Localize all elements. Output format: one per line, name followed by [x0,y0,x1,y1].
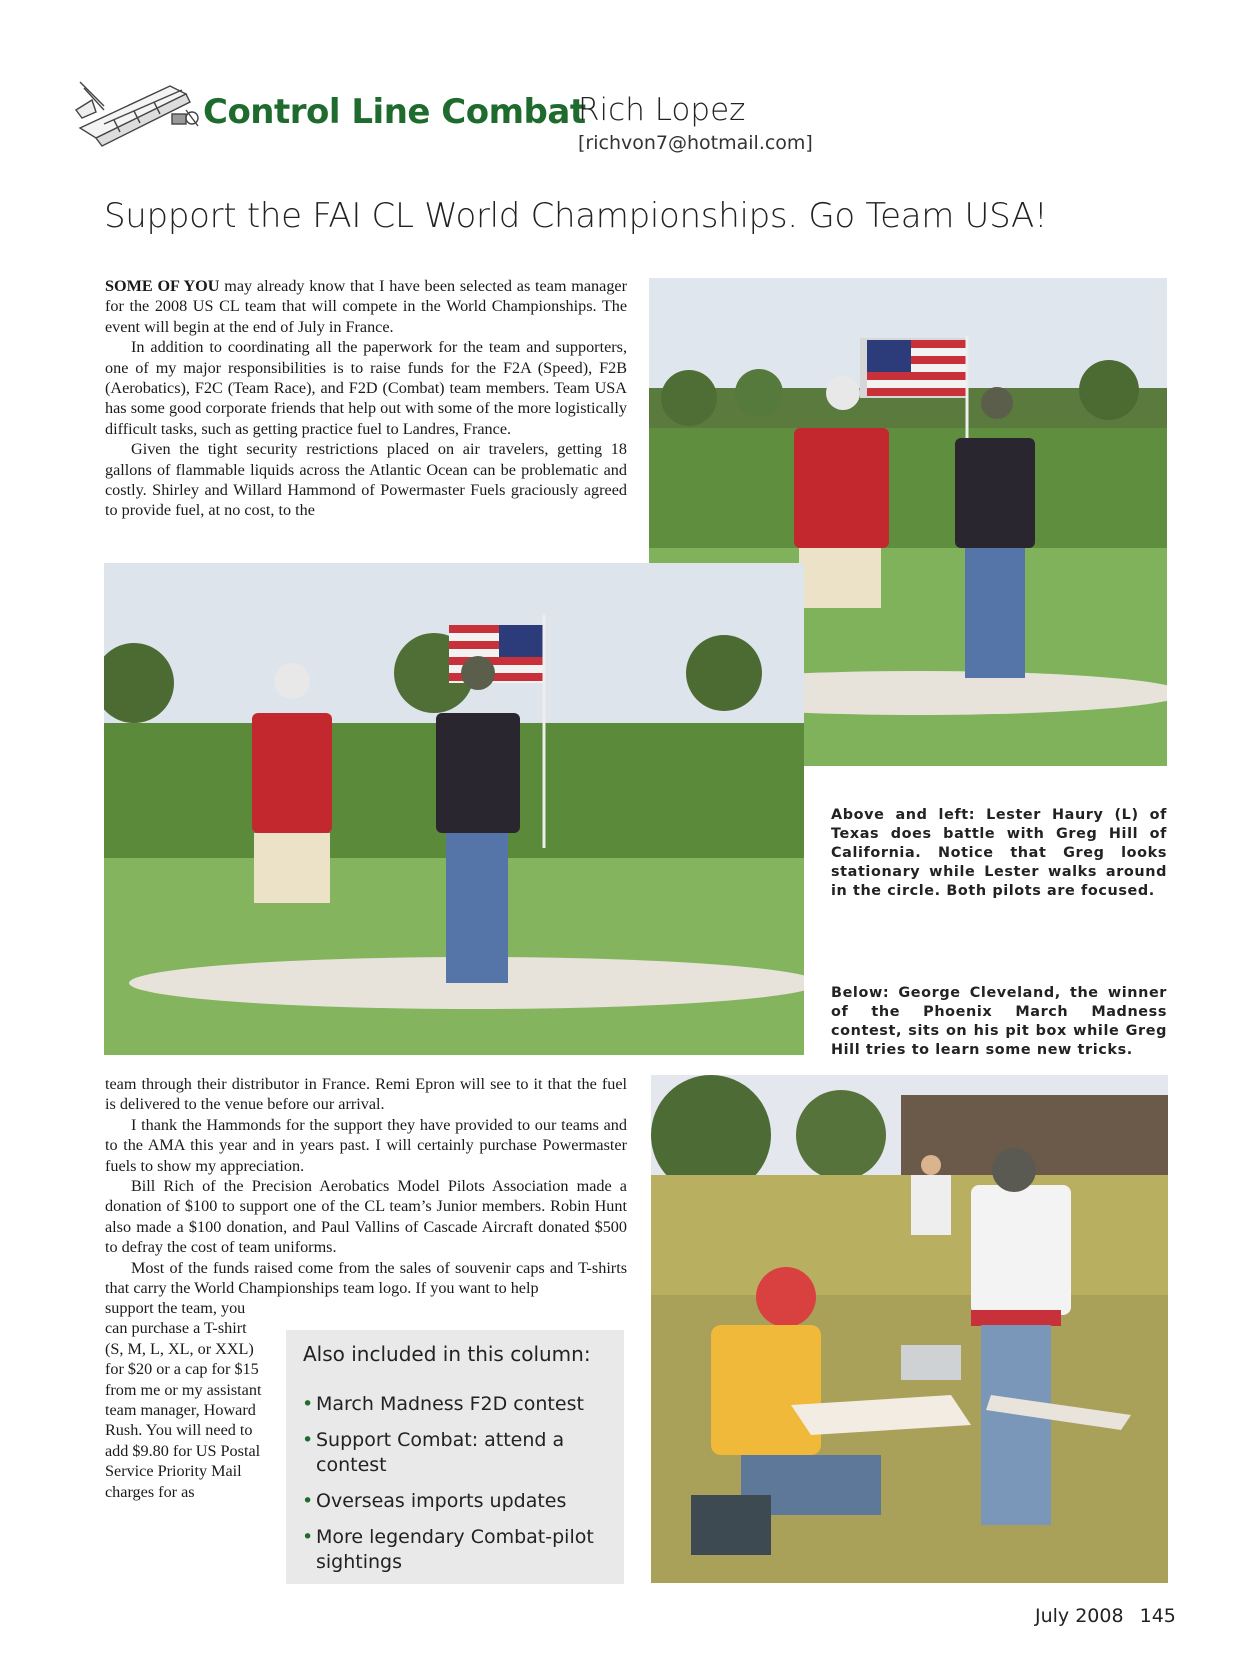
paragraph-3: Given the tight security restrictions placed on air travelers, getting 18 gallons of flammable liquids across the Atlantic Ocean can be problematic and costly. Shirley and Willard Hammond of Powermaster Fuels graciously agreed to provide fuel, at no cost, to the [105,440,627,520]
list-item: • Support Combat: attend a contest [302,1429,565,1476]
issue-date: July 2008 [1035,1605,1124,1627]
page-number: 145 [1139,1605,1176,1627]
article-text-narrow [105,1298,265,1502]
author-email: [richvon7@hotmail.com] [578,132,813,154]
list-item: • More legendary Combat-pilot sightings [302,1526,594,1573]
caption-below: Below: George Cleveland, the winner of the Phoenix March Madness contest, sits on his pit box while Greg Hill tries to learn some new tricks. [831,985,1167,1058]
paragraph-5: Bill Rich of the Precision Aerobatics Model Pilots Association made a donation of $100 to support one of the CL team’s Junior members. Robin Hunt also made a $100 donation, and Paul Vallins of Cascade Aircraft donated $500 to defray the cost of team uniforms. [105,1177,627,1257]
paragraph-2: In addition to coordinating all the paperwork for the team and supporters, one of my major responsibilities is to raise funds for the F2A (Speed), F2B (Aerobatics), F2C (Team Race), and F2D (Combat) team members. Team USA has some good corporate friends that help out with some of the more logistically difficult tasks, such as getting practice fuel to Landres, France. [105,338,627,438]
column-title: Control Line Combat [203,92,586,132]
page-footer [1035,1605,1176,1627]
lead-in: SOME OF YOU [105,277,220,295]
list-item: • March Madness F2D contest [302,1393,584,1415]
bullet-icon: • [302,1429,314,1451]
paragraph-1 [105,276,627,337]
list-item: • Overseas imports updates [302,1490,567,1512]
control-line-plane-logo [74,80,204,158]
bullet-icon: • [302,1393,314,1415]
paragraph-4: I thank the Hammonds for the support they have provided to our teams and to the AMA this year and in years past. I will certainly purchase Powermaster fuels to show my appreciation. [105,1115,627,1175]
paragraph-3-continued: team through their distributor in France. Remi Epron will see to it that the fuel is delivered to the venue before our arrival. [105,1075,627,1114]
paragraph-1-text: may already know that I have been selected as team manager for the 2008 US CL team that will compete in the World Championships. The event will begin at the end of July in France. [105,277,627,336]
also-included-list [302,1392,602,1586]
photo-pilots-with-flag-left [104,563,804,1055]
bullet-icon: • [302,1526,314,1548]
article-text-bottom [105,1074,627,1298]
also-included-box [286,1330,624,1584]
also-included-title: Also included in this column: [303,1342,591,1366]
paragraph-6: Most of the funds raised come from the sales of souvenir caps and T-shirts that carry the World Championships team logo. If you want to help [105,1258,627,1298]
article-headline: Support the FAI CL World Championships. Go Team USA! [104,196,1048,236]
plane-drawing-icon [74,80,204,158]
caption-above-left: Above and left: Lester Haury (L) of Texas does battle with Greg Hill of California. Notice that Greg looks stationary while Lester walks around in the circle. Both pilots are focused. [831,807,1167,899]
bullet-icon: • [302,1490,314,1512]
photo-pit-box [651,1075,1168,1583]
author-name: Rich Lopez [578,92,746,128]
article-text-top [105,276,627,521]
paragraph-6-continued: support the team, you can purchase a T-shirt (S, M, L, XL, or XXL) for $20 or a cap for $15 from me or my assistant team manager, Howard Rush. You will need to add $9.80 for US Postal Service Priority Mail charges for as [105,1299,262,1501]
